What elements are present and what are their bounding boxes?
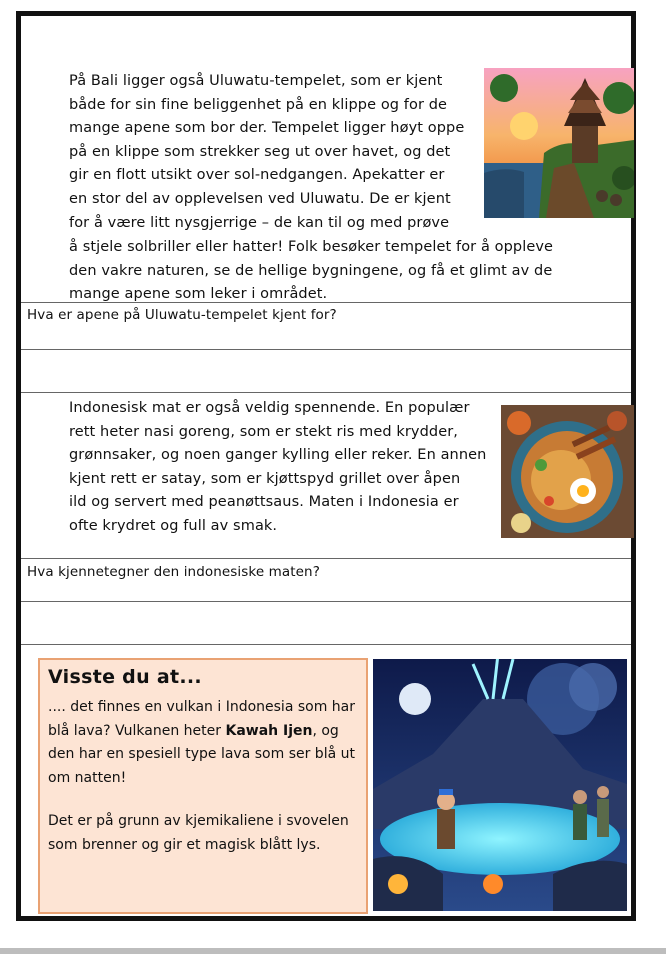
food-line: grønnsaker, og noen ganger kylling eller reker. En annen xyxy=(69,447,487,464)
answer-line[interactable] xyxy=(21,601,631,602)
kawah-ijen-volcano-image xyxy=(373,659,627,911)
uluwatu-line: på en klippe som strekker seg ut over havet, og det xyxy=(69,143,451,160)
did-you-know-text-1: .... det finnes en vulkan i Indonesia som har blå lava? Vulkanen heter Kawah Ijen, og den har en spesiell type lava som ser blå ut om natten! xyxy=(48,699,356,786)
page-bottom-bar xyxy=(0,948,666,954)
divider-line xyxy=(21,392,631,393)
uluwatu-temple-image xyxy=(484,68,634,218)
did-you-know-title: Visste du at... xyxy=(48,666,202,688)
uluwatu-line: for å være litt nysgjerrige – de kan til og med prøve xyxy=(69,214,450,231)
question-monkeys: Hva er apene på Uluwatu-tempelet kjent for? xyxy=(27,307,337,323)
worksheet-page xyxy=(16,11,636,921)
question-food: Hva kjennetegner den indonesiske maten? xyxy=(27,564,320,580)
uluwatu-line: mange apene som leker i området. xyxy=(69,286,328,303)
uluwatu-paragraph-continued xyxy=(69,236,614,307)
uluwatu-line: både for sin fine beliggenhet på en klippe og for de xyxy=(69,96,448,113)
food-line: ofte krydret og full av smak. xyxy=(69,517,278,534)
food-line: kjent rett er satay, som er kjøttspyd grillet over åpen xyxy=(69,470,461,487)
uluwatu-paragraph xyxy=(69,70,554,303)
food-paragraph xyxy=(69,397,489,539)
uluwatu-line: gir en flott utsikt over sol-nedgangen. Apekatter er xyxy=(69,167,445,184)
uluwatu-line: mange apene som bor der. Tempelet ligger høyt oppe xyxy=(69,120,465,137)
divider-line xyxy=(21,644,631,645)
uluwatu-line: en stor del av opplevelsen ved Uluwatu. De er kjent xyxy=(69,190,451,207)
divider-line xyxy=(21,558,631,559)
volcano-name: Kawah Ijen xyxy=(225,722,313,739)
food-line: rett heter nasi goreng, som er stekt ris med krydder, xyxy=(69,423,459,440)
divider-line xyxy=(21,302,631,303)
answer-line[interactable] xyxy=(21,349,631,350)
uluwatu-line: På Bali ligger også Uluwatu-tempelet, som er kjent xyxy=(69,73,443,89)
did-you-know-box xyxy=(38,658,368,914)
uluwatu-line: den vakre naturen, se de hellige bygningene, og få et glimt av de xyxy=(69,262,553,279)
uluwatu-line: å stjele solbriller eller hatter! Folk besøker tempelet for å oppleve xyxy=(69,239,554,255)
food-line: Indonesisk mat er også veldig spennende. En populær xyxy=(69,400,470,416)
did-you-know-text-2: Det er på grunn av kjemikaliene i svovelen som brenner og gir et magisk blått lys. xyxy=(48,813,349,853)
indonesian-food-image xyxy=(501,405,634,538)
food-line: ild og servert med peanøttsaus. Maten i Indonesia er xyxy=(69,494,459,511)
